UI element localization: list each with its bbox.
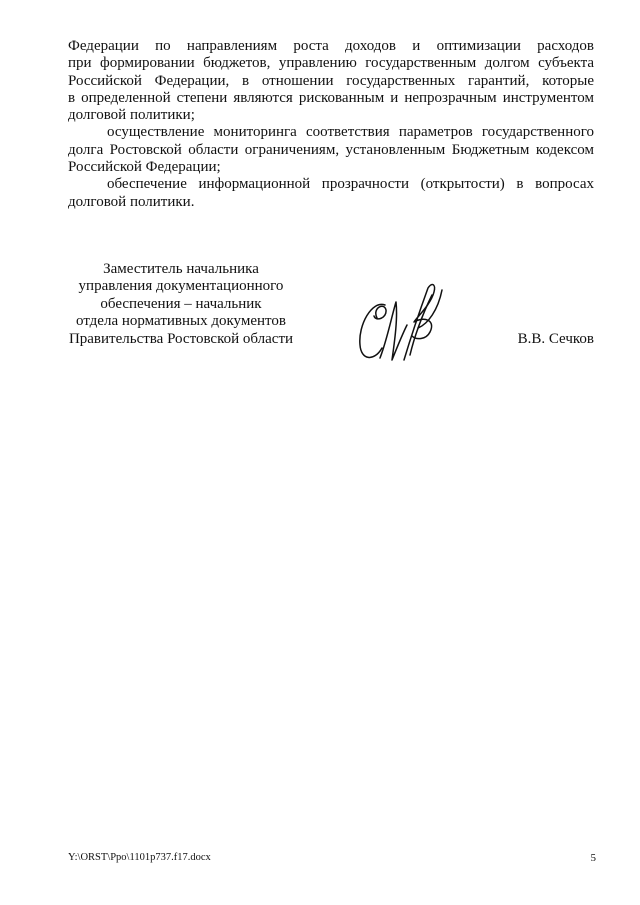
body-line: в определенной степени являются рискованным и непрозрачным инструментом xyxy=(68,89,594,106)
body-line: долга Ростовской области ограничениям, установленным Бюджетным кодексом xyxy=(68,141,594,158)
body-line: долговой политики; xyxy=(68,107,195,124)
body-line: при формировании бюджетов, управлению государственным долгом субъекта xyxy=(68,55,594,72)
footer-file-path: Y:\ORST\Ppo\1101p737.f17.docx xyxy=(68,852,211,863)
handwritten-signature xyxy=(352,280,447,365)
signer-position-line: Правительства Ростовской области xyxy=(68,330,294,347)
paragraph-transparency xyxy=(68,176,594,211)
body-line: обеспечение информационной прозрачности (открытости) в вопросах xyxy=(107,176,594,193)
body-line: Российской Федерации; xyxy=(68,159,221,176)
body-text xyxy=(68,38,594,211)
body-line: осуществление мониторинга соответствия параметров государственного xyxy=(107,124,594,141)
paragraph-monitoring xyxy=(68,124,594,176)
signer-name: В.В. Сечков xyxy=(517,331,594,347)
paragraph-continuation xyxy=(68,38,594,124)
signer-position xyxy=(66,261,296,348)
body-line: Федерации по направлениям роста доходов и оптимизации расходов xyxy=(68,38,594,54)
body-line: долговой политики. xyxy=(68,193,195,210)
signer-position-line: отдела нормативных документов xyxy=(76,313,286,330)
body-line: Российской Федерации, в отношении государственных гарантий, которые xyxy=(68,72,594,89)
signer-position-line: Заместитель начальника xyxy=(103,261,259,277)
page-number: 5 xyxy=(590,852,596,864)
signer-position-line: обеспечения – начальник xyxy=(100,295,262,312)
signer-position-line: управления документационного xyxy=(78,278,284,295)
